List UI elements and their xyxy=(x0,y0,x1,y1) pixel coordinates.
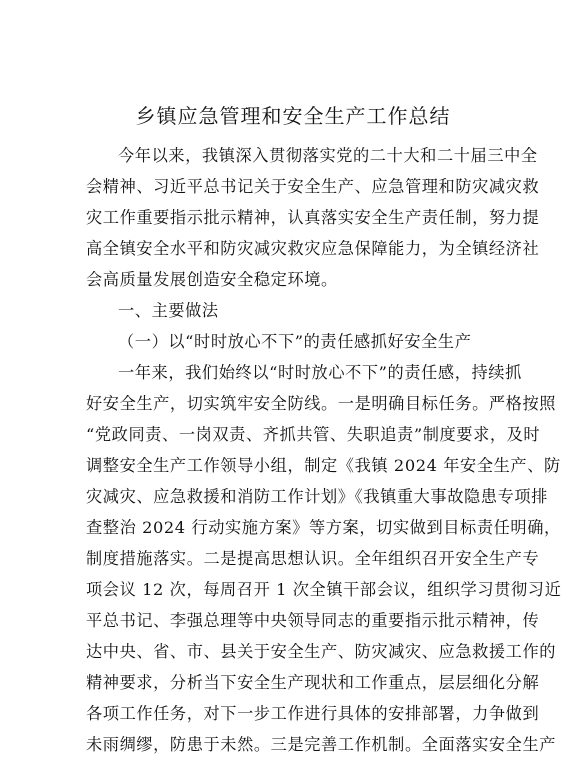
subsection-heading: （一）以“时时放心不下”的责任感抓好安全生产 xyxy=(118,332,472,351)
paragraph-line: 未雨绸缪，防患于未然。三是完善工作机制。全面落实安全生产 xyxy=(86,735,557,754)
paragraph-line: 制度措施落实。二是提高思想认识。全年组织召开安全生产专 xyxy=(86,549,540,568)
paragraph-line: 会精神、习近平总书记关于安全生产、应急管理和防灾减灾救 xyxy=(86,177,540,196)
paragraph-line: 好安全生产，切实筑牢安全防线。一是明确目标任务。严格按照 xyxy=(86,394,557,413)
paragraph-line: 今年以来，我镇深入贯彻落实党的二十大和二十届三中全 xyxy=(118,146,538,165)
paragraph-line: 查整治 2024 行动实施方案》等方案，切实做到目标责任明确， xyxy=(86,518,561,537)
paragraph-line: 精神要求，分析当下安全生产现状和工作重点，层层细化分解 xyxy=(86,673,540,692)
paragraph-line: 灾减灾、应急救援和消防工作计划》《我镇重大事故隐患专项排 xyxy=(86,487,548,506)
paragraph-line: 会高质量发展创造安全稳定环境。 xyxy=(86,270,338,289)
paragraph-line: 项会议 12 次，每周召开 1 次全镇干部会议，组织学习贯彻习近 xyxy=(86,580,562,599)
paragraph-line: 灾工作重要指示批示精神，认真落实安全生产责任制，努力提 xyxy=(86,208,540,227)
paragraph-line: 调整安全生产工作领导小组，制定《我镇 2024 年安全生产、防 xyxy=(86,456,561,475)
paragraph-line: 平总书记、李强总理等中央领导同志的重要指示批示精神，传 xyxy=(86,611,540,630)
document-body xyxy=(86,140,562,760)
paragraph-line: 达中央、省、市、县关于安全生产、防灾减灾、应急救援工作的 xyxy=(86,642,557,661)
paragraph-line: 各项工作任务，对下一步工作进行具体的安排部署，力争做到 xyxy=(86,704,540,723)
section-heading: 一、主要做法 xyxy=(118,301,219,320)
paragraph-line: “党政同责、一岗双责、齐抓共管、失职追责”制度要求，及时 xyxy=(86,425,541,444)
paragraph-line: 一年来，我们始终以“时时放心不下”的责任感，持续抓 xyxy=(118,363,522,382)
document-title: 乡镇应急管理和安全生产工作总结 xyxy=(135,104,451,128)
paragraph-line: 高全镇安全水平和防灾减灾救灾应急保障能力，为全镇经济社 xyxy=(86,239,540,258)
